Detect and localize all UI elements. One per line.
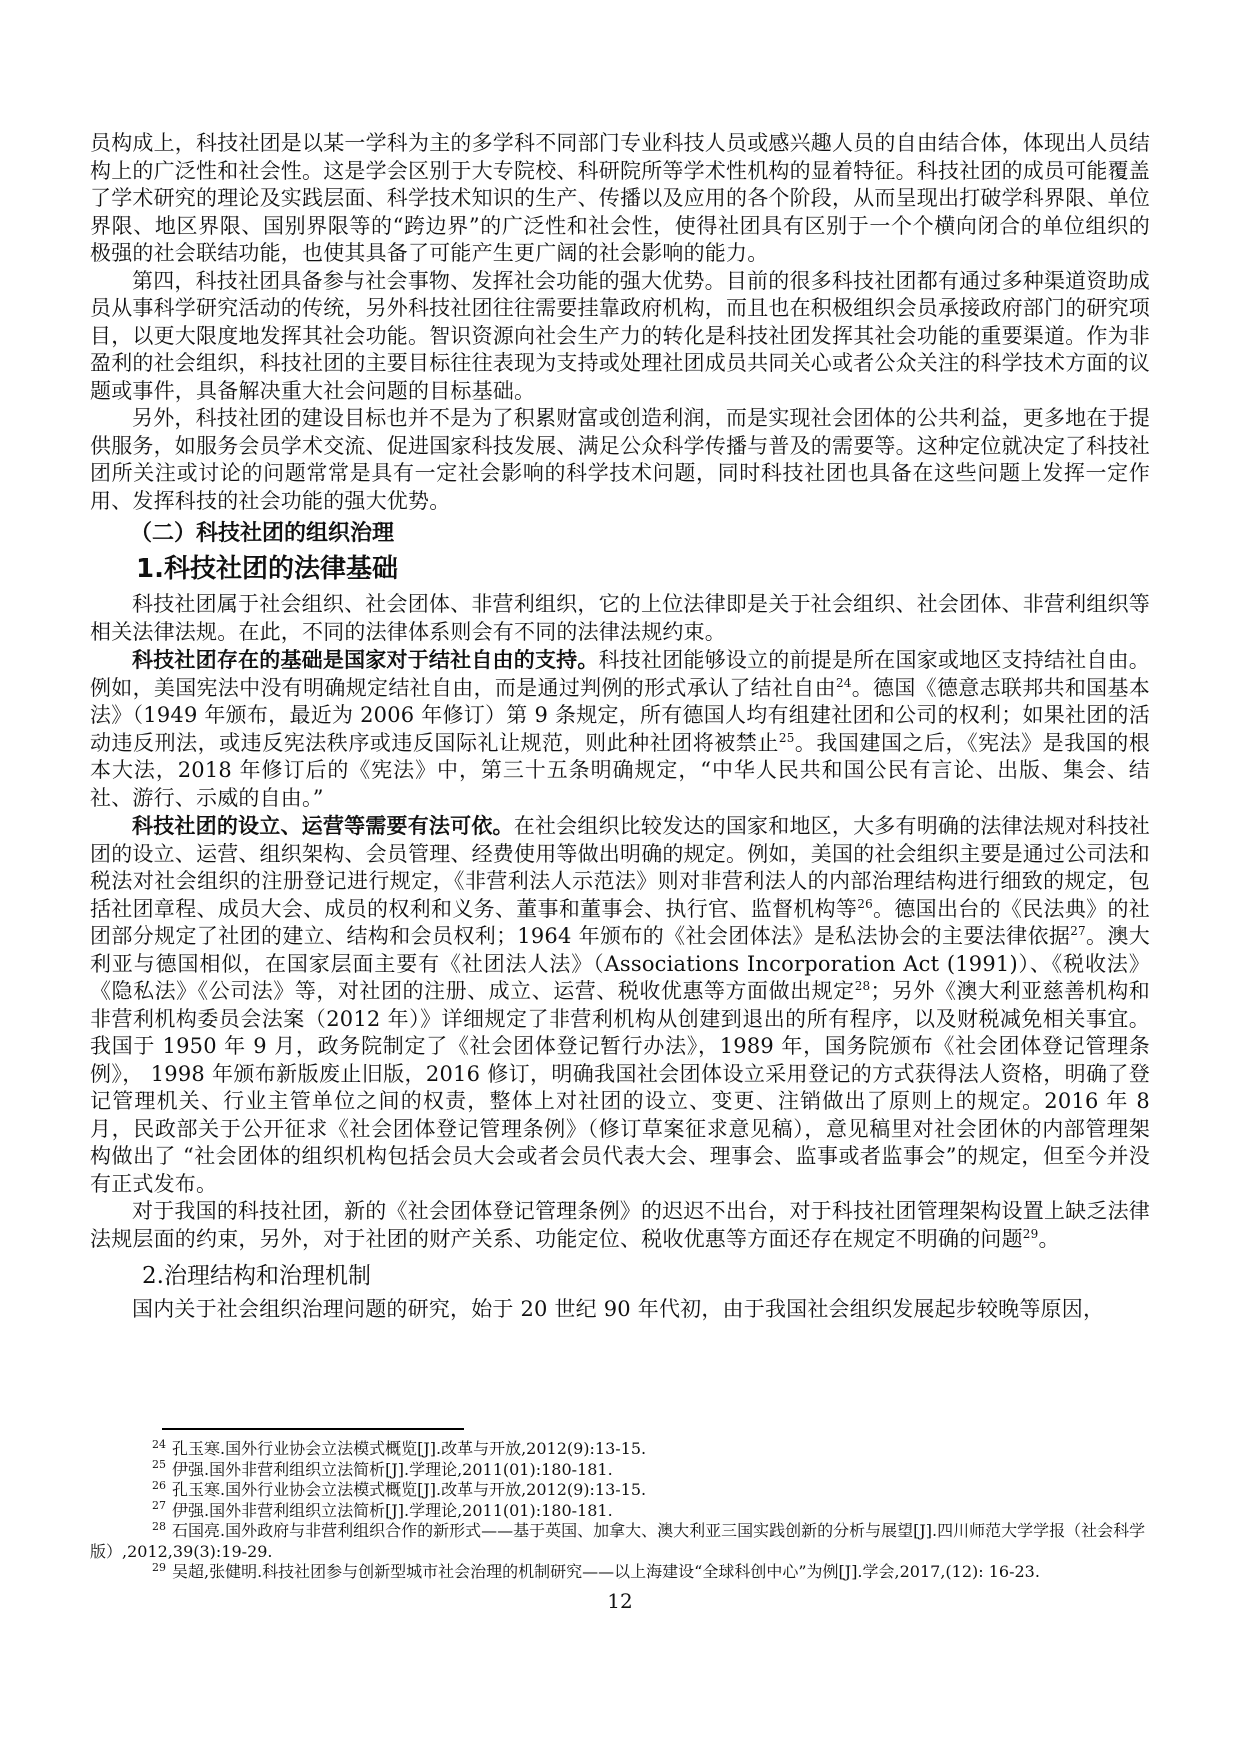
- text-segment: 科技社团属于社会组织、社会团体、非营利组织，它的上位法律即是关于社会组织、社会团体、非营利组织等相关法律法规。在此，不同的法律体系则会有不同的法律法规约束。: [90, 592, 1150, 644]
- page-number: 12: [607, 1589, 633, 1613]
- footnote-ref: 26: [857, 896, 873, 911]
- text-segment: 。德国出台的《民法典》的社团部分规定了社团的建立、结构和会员权利；1964 年颁布的《社会团体法》是私法协会的主要法律依据: [90, 896, 1150, 948]
- footnote-number: 26: [152, 1478, 166, 1492]
- footnote-text: 伊强.国外非营利组织立法简析[J].学理论,2011(01):180-181.: [172, 1500, 613, 1520]
- footnote-text: 孔玉寒.国外行业协会立法模式概览[J].改革与开放,2012(9):13-15.: [172, 1439, 647, 1458]
- text-segment: 。: [1038, 1226, 1060, 1251]
- paragraph: [90, 130, 1150, 268]
- paragraph: [90, 405, 1150, 515]
- footnote-text: 石国亮.国外政府与非营利组织合作的新形式——基于英国、加拿大、澳大利亚三国实践创新的分析与展望[J].四川师范大学学报（社会科学版）,2012,39(3):19-29.: [90, 1521, 1146, 1561]
- paragraph: [90, 1198, 1150, 1253]
- text-segment: ；另外《澳大利亚慈善机构和非营利机构委员会法案（2012 年）》详细规定了非营利机构从创建到退出的所有程序，以及财税减免相关事宜。我国于 1950 年 9 月，政务院制定了《社会团体登记暂行办法》，1989 年，国务院颁布《社会团体登记管理条例》， 1998 年颁布新版废止旧版，2016 修订，明确我国社会团体设立采用登记的方式获得法人资格，明确了登记管理机关、行业主管单位之间的权责，整体上对社团的设立、变更、注销做出了原则上的规定。2016 年 8 月，民政部关于公开征求《社会团体登记管理条例》（修订草案征求意见稿），意见稿里对社会团休的内部管理架构做出了 “社会团体的组织机构包括会员大会或者会员代表大会、理事会、监事或者监事会”的规定，但至今并没有正式发布。: [90, 979, 1150, 1196]
- footnote: [90, 1501, 1150, 1522]
- footnote-text: 伊强.国外非营利组织立法简析[J].学理论,2011(01):180-181.: [172, 1459, 613, 1479]
- text-segment: 科技社团能够设立的前提是所在国家或地区支持结社自由。例如，美国宪法中没有明确规定结社自由，而是通过判例的形式承认了结社自由: [90, 648, 1150, 700]
- text-segment: 科技社团存在的基础是国家对于结社自由的支持。: [132, 647, 599, 672]
- footnote-number: 29: [152, 1560, 166, 1574]
- footnotes-section: [90, 1428, 1150, 1583]
- section-heading: （二）科技社团的组织治理: [130, 521, 395, 546]
- text-segment: 。我国建国之后，《宪法》是我国的根本大法，2018 年修订后的《宪法》中，第三十五条明确规定，“中华人民共和国公民有言论、出版、集会、结社、游行、示威的自由。”: [90, 730, 1150, 810]
- footnote-ref: 29: [1022, 1226, 1039, 1241]
- text-segment: 国内关于社会组织治理问题的研究，始于 20 世纪 90 年代初，由于我国社会组织发展起步较晚等原因，: [132, 1297, 1105, 1321]
- subsection-heading-governance: 2.治理结构和治理机制: [142, 1263, 371, 1289]
- text-segment: 科技社团的设立、运营等需要有法可依。: [132, 813, 514, 838]
- footnote: [90, 1439, 1150, 1460]
- text-segment: 。德国《德意志联邦共和国基本法》（1949 年颁布，最近为 2006 年修订）第 9 条规定，所有德国人均有组建社团和公司的权利；如果社团的活动违反刑法，或违反宪法秩序或违反国际礼让规范，则此种社团将被禁止: [90, 675, 1150, 755]
- text-segment: 对于我国的科技社团，新的《社会团体登记管理条例》的迟迟不出台，对于科技社团管理架构设置上缺乏法律法规层面的约束，另外，对于社团的财产关系、功能定位、税收优惠等方面还存在规定不明确的问题: [90, 1199, 1150, 1251]
- footnote-number: 28: [152, 1519, 166, 1533]
- footnote: [90, 1562, 1150, 1583]
- footnote-text: 孔玉寒.国外行业协会立法模式概览[J].改革与开放,2012(9):13-15.: [172, 1480, 647, 1499]
- footnote-ref: 27: [1070, 924, 1086, 938]
- paragraph: [90, 268, 1150, 406]
- footnote-number: 27: [152, 1499, 166, 1513]
- footnote: [90, 1460, 1150, 1481]
- footnote-number: 24: [152, 1437, 166, 1451]
- text-segment: 员构成上，科技社团是以某一学科为主的多学科不同部门专业科技人员或感兴趣人员的自由结合体，体现出人员结构上的广泛性和社会性。这是学会区别于大专院校、科研院所等学术性机构的显着特征。科技社团的成员可能覆盖了学术研究的理论及实践层面、科学技术知识的生产、传播以及应用的各个阶段，从而呈现出打破学科界限、单位界限、地区界限、国别界限等的“跨边界”的广泛性和社会性，使得社团具有区别于一个个横向闭合的单位组织的极强的社会联结功能，也使其具备了可能产生更广阔的社会影响的能力。: [90, 131, 1150, 265]
- text-segment: 另外，科技社团的建设目标也并不是为了积累财富或创造利润，而是实现社会团体的公共利益，更多地在于提供服务，如服务会员学术交流、促进国家科技发展、满足公众科学传播与普及的需要等。这种定位就决定了科技社团所关注或讨论的问题常常是具有一定社会影响的科学技术问题，同时科技社团也具备在这些问题上发挥一定作用、发挥科技的社会功能的强大优势。: [90, 406, 1150, 513]
- footnote-separator: [162, 1428, 464, 1430]
- body-text: [90, 130, 1150, 1324]
- footnote-number: 25: [152, 1458, 166, 1472]
- subsection-heading-legal-basis: 1.科技社团的法律基础: [136, 554, 398, 584]
- paragraph: [90, 1296, 1150, 1324]
- footnote: [90, 1521, 1150, 1562]
- footnote-ref: 25: [778, 730, 795, 745]
- footnote-ref: 28: [854, 979, 871, 993]
- paragraph: [90, 646, 1150, 812]
- footnote-text: 吴超,张健明.科技社团参与创新型城市社会治理的机制研究——以上海建设“全球科创中心”为例[J].学会,2017,(12): 16-23.: [172, 1562, 1040, 1581]
- text-segment: 在社会组织比较发达的国家和地区，大多有明确的法律法规对科技社团的设立、运营、组织架构、会员管理、经费使用等做出明确的规定。例如，美国的社会组织主要是通过公司法和税法对社会组织的注册登记进行规定，《非营利法人示范法》则对非营利法人的内部治理结构进行细致的规定，包括社团章程、成员大会、成员的权利和义务、董事和董事会、执行官、监督机构等: [90, 814, 1150, 921]
- text-segment: 第四，科技社团具备参与社会事物、发挥社会功能的强大优势。目前的很多科技社团都有通过多种渠道资助成员从事科学研究活动的传统，另外科技社团往往需要挂靠政府机构，而且也在积极组织会员承接政府部门的研究项目，以更大限度地发挥其社会功能。智识资源向社会生产力的转化是科技社团发挥其社会功能的重要渠道。作为非盈利的社会组织，科技社团的主要目标往往表现为支持或处理社团成员共同关心或者公众关注的科学技术方面的议题或事件，具备解决重大社会问题的目标基础。: [90, 268, 1150, 403]
- paragraph: [90, 812, 1150, 1198]
- text-segment: 。澳大利亚与德国相似，在国家层面主要有《社团法人法》（Associations Incorporation Act (1991)）、《税收法》《隐私法》《公司法》等，对社团的注册、成立、运营、税收优惠等方面做出规定: [90, 924, 1150, 1003]
- footnote: [90, 1480, 1150, 1501]
- footnote-ref: 24: [835, 675, 852, 690]
- paragraph: [90, 591, 1150, 646]
